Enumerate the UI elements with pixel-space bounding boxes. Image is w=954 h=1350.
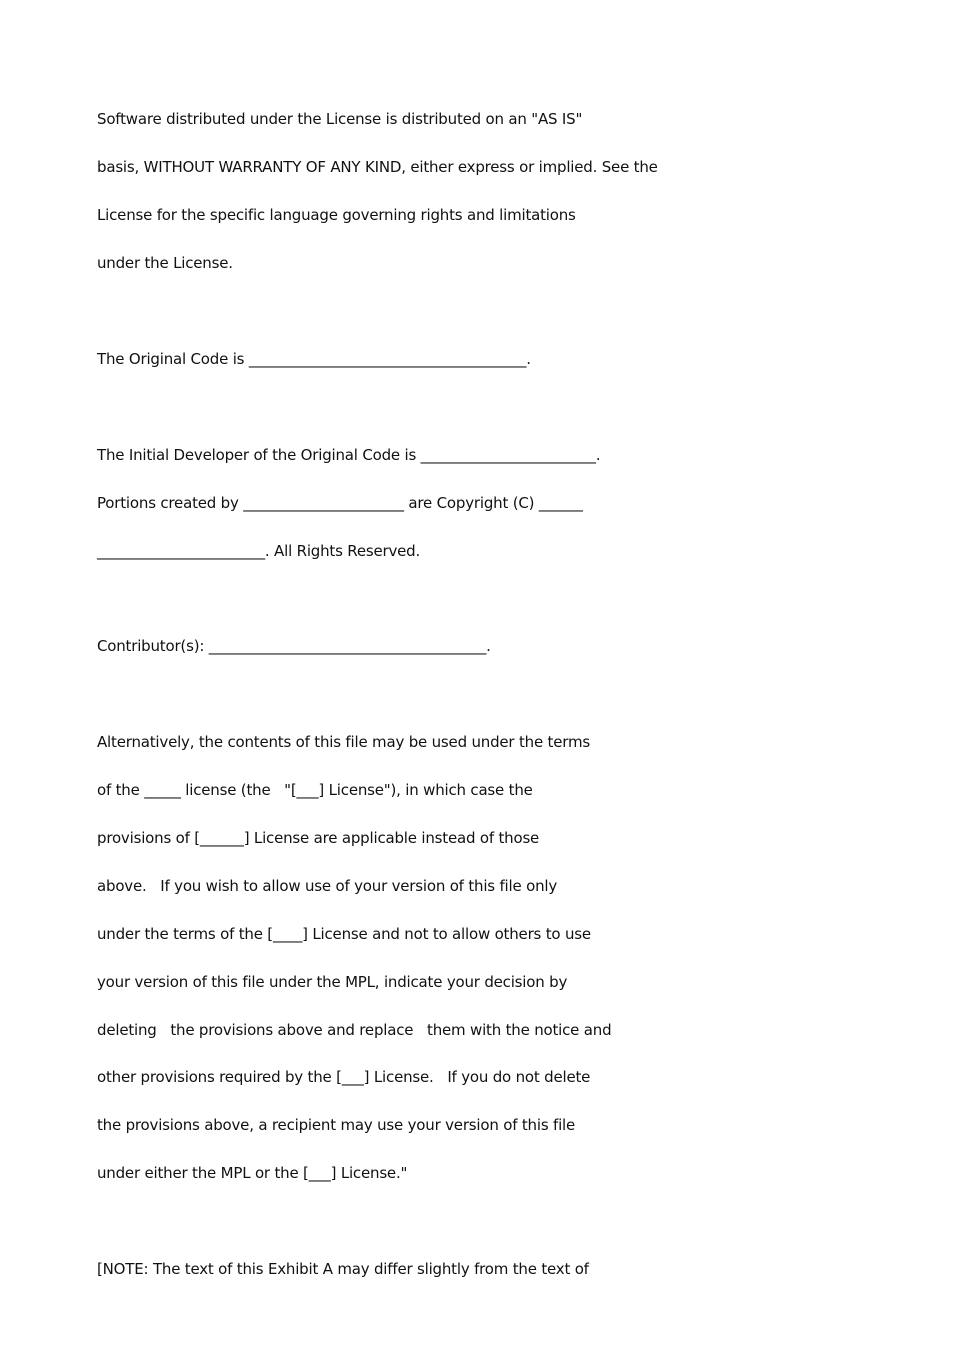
text-line: other provisions required by the [___] License. If you do not delete: [97, 1068, 591, 1086]
text-line: provisions of [______] License are applicable instead of those: [97, 829, 540, 847]
text-line: Alternatively, the contents of this file may be used under the terms: [97, 733, 590, 751]
contributors-line: Contributor(s): ______________________________________.: [97, 637, 491, 655]
original-code-line: The Original Code is ______________________________________.: [97, 350, 531, 368]
text-line: the provisions above, a recipient may use your version of this file: [97, 1116, 576, 1134]
note-line: [NOTE: The text of this Exhibit A may differ slightly from the text of: [97, 1260, 589, 1278]
text-line: under either the MPL or the [___] License.": [97, 1164, 408, 1182]
text-line: your version of this file under the MPL, indicate your decision by: [97, 973, 568, 991]
text-line: License for the specific language governing rights and limitations: [97, 206, 576, 224]
initial-developer-line: The Initial Developer of the Original Code is ________________________.: [97, 446, 601, 464]
text-line: under the terms of the [____] License and not to allow others to use: [97, 925, 591, 943]
text-line: of the _____ license (the "[___] License"), in which case the: [97, 781, 533, 799]
text-line: above. If you wish to allow use of your version of this file only: [97, 877, 558, 895]
text-line: Software distributed under the License is distributed on an "AS IS": [97, 110, 583, 128]
text-line: basis, WITHOUT WARRANTY OF ANY KIND, either express or implied. See the: [97, 158, 658, 176]
text-line: deleting the provisions above and replace them with the notice and: [97, 1021, 612, 1039]
portions-created-line: Portions created by ______________________ are Copyright (C) ______: [97, 494, 583, 512]
rights-reserved-line: _______________________. All Rights Reserved.: [97, 542, 421, 560]
text-line: under the License.: [97, 254, 233, 272]
